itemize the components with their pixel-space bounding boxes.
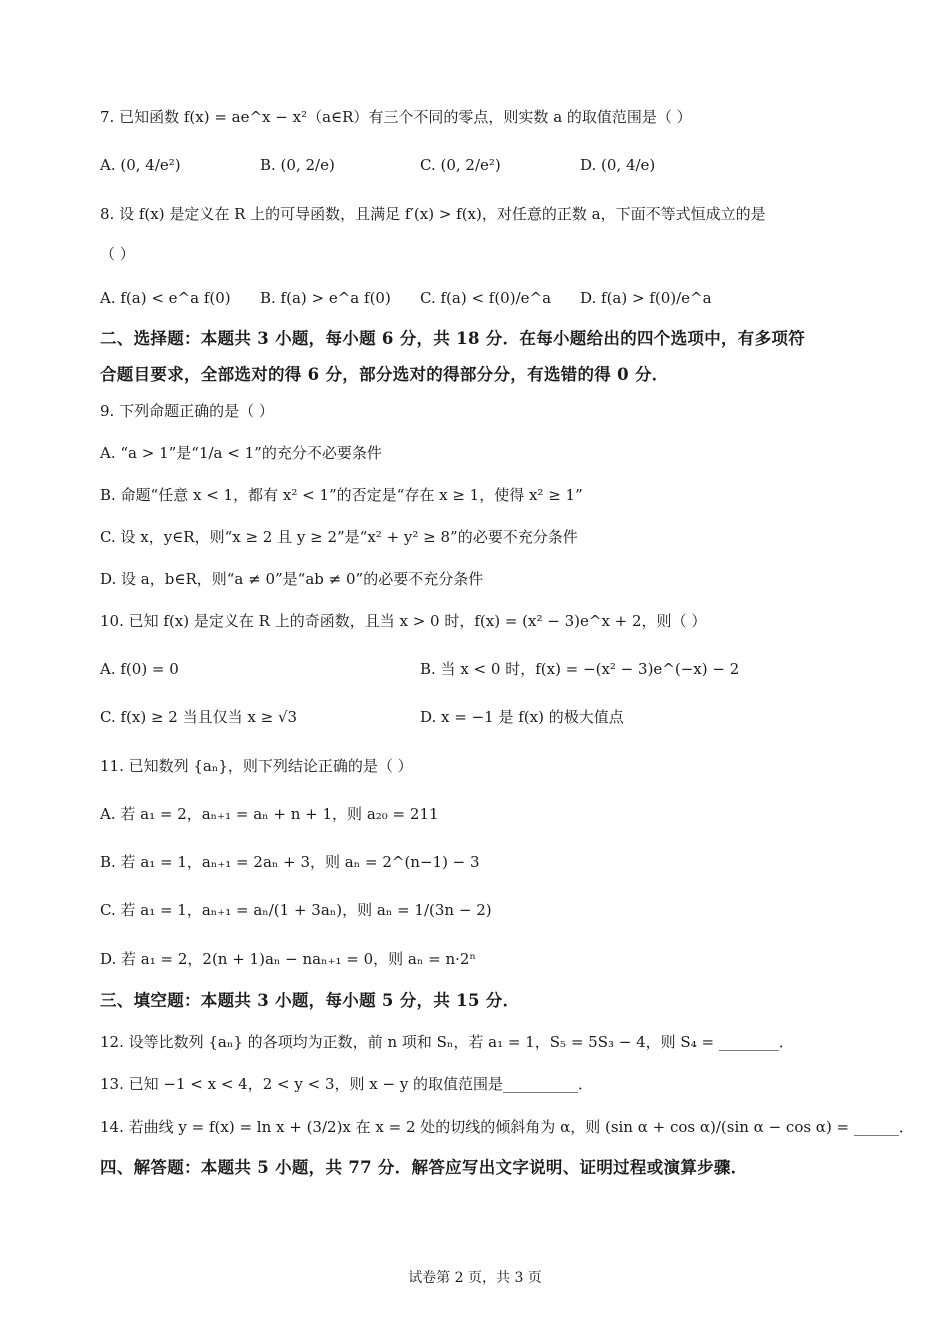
q8-option-c: C. f(a) < f(0)/e^a xyxy=(420,289,552,307)
q7-option-a: A. (0, 4/e²) xyxy=(100,156,181,174)
q11-option-a: A. 若 a₁ = 2，aₙ₊₁ = aₙ + n + 1，则 a₂₀ = 211 xyxy=(100,805,439,823)
q13-text: 13. 已知 −1 < x < 4，2 < y < 3，则 x − y 的取值范围是__________． xyxy=(100,1075,594,1093)
q7-option-c: C. (0, 2/e²) xyxy=(420,156,501,174)
q10-option-b: B. 当 x < 0 时，f(x) = −(x² − 3)e^(−x) − 2 xyxy=(420,660,740,678)
q8-option-b: B. f(a) > e^a f(0) xyxy=(260,289,391,307)
q10-option-d: D. x = −1 是 f(x) 的极大值点 xyxy=(420,708,624,726)
section4-heading: 四、解答题：本题共 5 小题，共 77 分．解答应写出文字说明、证明过程或演算步骤． xyxy=(100,1158,748,1177)
section2-heading-line2: 合题目要求，全部选对的得 6 分，部分选对的得部分分，有选错的得 0 分． xyxy=(100,365,669,384)
q8-option-a: A. f(a) < e^a f(0) xyxy=(100,289,231,307)
q10-option-c: C. f(x) ≥ 2 当且仅当 x ≥ √3 xyxy=(100,708,298,726)
q9-option-d: D. 设 a，b∈R，则“a ≠ 0”是“ab ≠ 0”的必要不充分条件 xyxy=(100,570,484,588)
q10-option-a: A. f(0) = 0 xyxy=(100,660,179,678)
q9-stem: 9. 下列命题正确的是（ ） xyxy=(100,402,274,420)
q11-option-c: C. 若 a₁ = 1，aₙ₊₁ = aₙ/(1 + 3aₙ)，则 aₙ = 1/(3n − 2) xyxy=(100,901,492,919)
page-footer: 试卷第 2 页，共 3 页 xyxy=(408,1270,542,1286)
section2-heading-line1: 二、选择题：本题共 3 小题，每小题 6 分，共 18 分．在每小题给出的四个选项中，有多项符 xyxy=(100,329,805,348)
q11-stem: 11. 已知数列 {aₙ}，则下列结论正确的是（ ） xyxy=(100,757,413,775)
q7-option-b: B. (0, 2/e) xyxy=(260,156,335,174)
q9-option-b: B. 命题“任意 x < 1，都有 x² < 1”的否定是“存在 x ≥ 1，使得 x² ≥ 1” xyxy=(100,486,583,504)
section3-heading: 三、填空题：本题共 3 小题，每小题 5 分，共 15 分． xyxy=(100,991,520,1010)
q8-option-d: D. f(a) > f(0)/e^a xyxy=(580,289,712,307)
q11-option-b: B. 若 a₁ = 1，aₙ₊₁ = 2aₙ + 3，则 aₙ = 2^(n−1) − 3 xyxy=(100,853,480,871)
q9-option-c: C. 设 x，y∈R，则“x ≥ 2 且 y ≥ 2”是“x² + y² ≥ 8”的必要不充分条件 xyxy=(100,528,578,546)
q9-option-a: A. “a > 1”是“1/a < 1”的充分不必要条件 xyxy=(100,444,382,462)
q12-text: 12. 设等比数列 {aₙ} 的各项均为正数，前 n 项和 Sₙ，若 a₁ = 1，S₅ = 5S₃ − 4，则 S₄ = ________． xyxy=(100,1033,794,1051)
q8-stem: 8. 设 f(x) 是定义在 R 上的可导函数，且满足 f′(x) > f(x)，对任意的正数 a，下面不等式恒成立的是 xyxy=(100,205,766,223)
q7-stem: 7. 已知函数 f(x) = ae^x − x²（a∈R）有三个不同的零点，则实数 a 的取值范围是（ ） xyxy=(100,108,692,126)
q14-text: 14. 若曲线 y = f(x) = ln x + (3/2)x 在 x = 2 处的切线的倾斜角为 α，则 (sin α + cos α)/(sin α − cos α) = ______． xyxy=(100,1118,914,1136)
q11-option-d: D. 若 a₁ = 2，2(n + 1)aₙ − naₙ₊₁ = 0，则 aₙ = n·2ⁿ xyxy=(100,950,476,968)
q8-paren: （ ） xyxy=(100,245,135,263)
q7-option-d: D. (0, 4/e) xyxy=(580,156,656,174)
q10-stem: 10. 已知 f(x) 是定义在 R 上的奇函数，且当 x > 0 时，f(x) = (x² − 3)e^x + 2，则（ ） xyxy=(100,612,707,630)
